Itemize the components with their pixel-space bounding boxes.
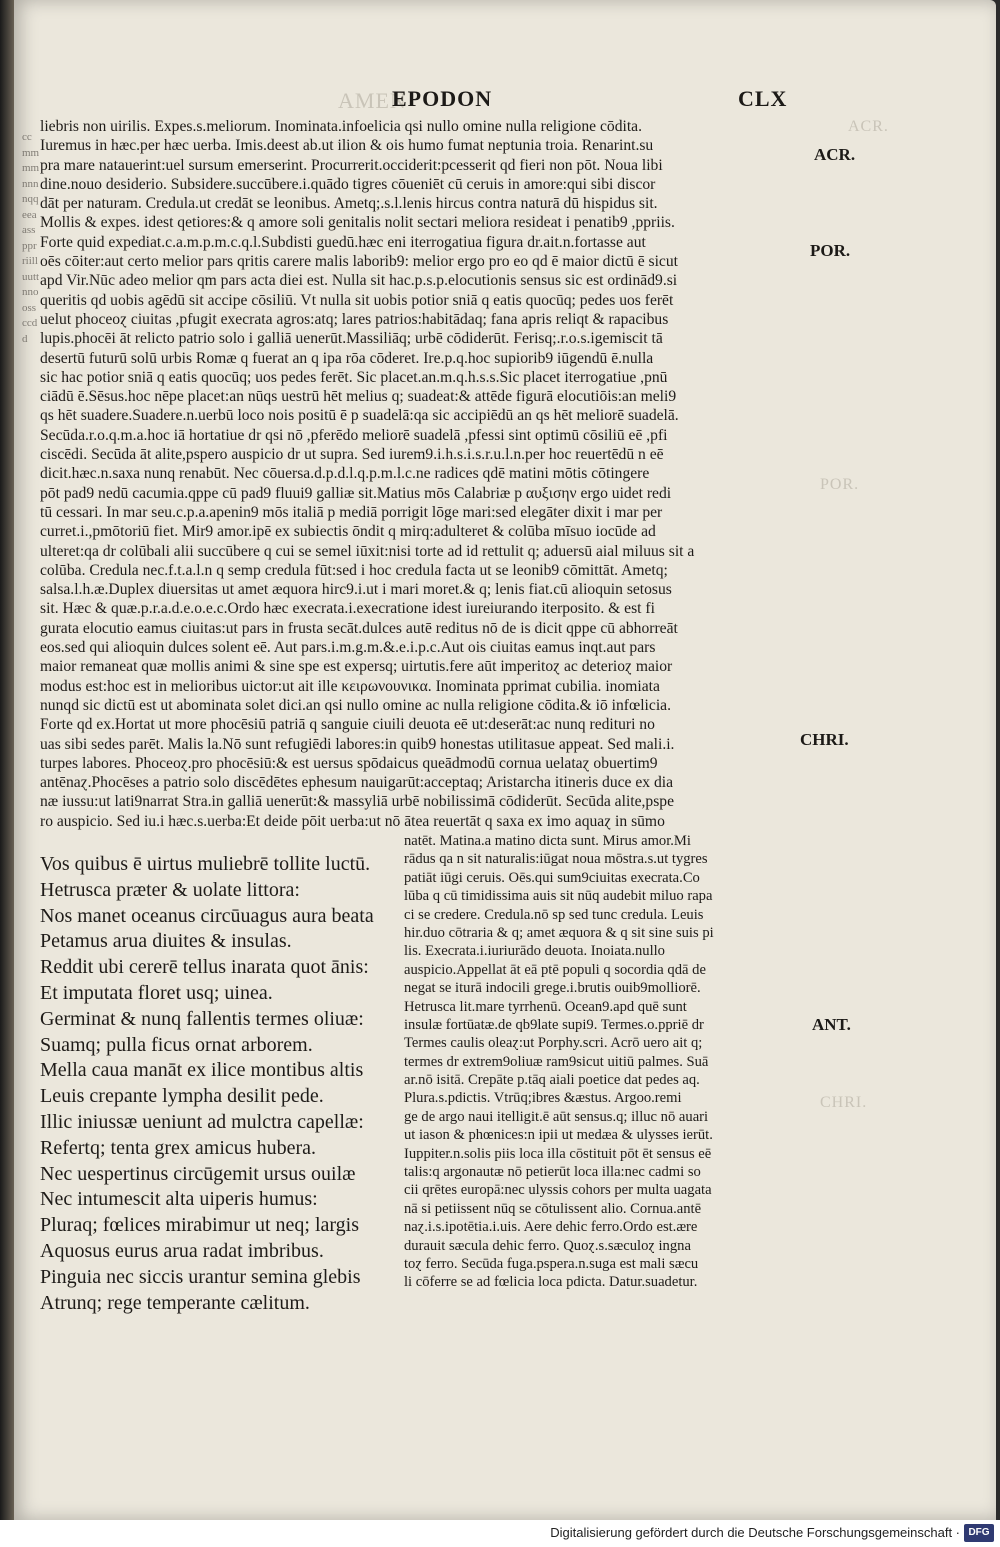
commentary-line: næ iussu:ut lati9narrat Stra.in galliā uenerūt:& massyliā urbē nobilissimā cōdiderūt. Secūda alite,pspe: [40, 793, 675, 811]
poem-verse: Et imputata floret usq; uinea.: [40, 981, 273, 1004]
bleed-through-word: ACR.: [848, 118, 889, 135]
poem-verse: Nos manet oceanus circūuagus aura beata: [40, 904, 374, 927]
gloss-line: hir.duo cōtraria & q; amet æquora & q sit sine suis pi: [404, 924, 714, 941]
commentary-line: nunqd sic dictū est ut abominata solet dici.an qsi nullo omine ac nulla religione cōdita.& iō infœlicia.: [40, 696, 671, 714]
gloss-line: Plura.s.pdictis. Vtrūq;ibres &æstus. Argoo.remi: [404, 1090, 682, 1107]
gloss-line: ci se credere. Credula.nō sp sed tunc credula. Leuis: [404, 906, 704, 923]
gloss-line: ut iason & phœnices:n ipii ut medæa & ulysses ierūt.: [404, 1127, 713, 1144]
commentary-line: dāt per naturam. Credula.ut credāt se leonibus. Ametq;.s.l.lenis hircus contra naturā dū hispidus sit.: [40, 195, 658, 213]
poem-verse: Pinguia nec siccis urantur semina glebis: [40, 1265, 361, 1288]
poem-verse: Petamus arua diuites & insulas.: [40, 930, 292, 953]
poem-verse: Hetrusca præter & uolate littora:: [40, 878, 300, 901]
commentary-block: [40, 117, 810, 831]
gloss-line: insulæ fortūatæ.de qb9late supi9. Termes.o.ppriē dr: [404, 1016, 704, 1033]
poem-verse: Illic iniussæ ueniunt ad mulctra capellæ:: [40, 1110, 364, 1133]
margin-label-acr: ACR.: [814, 145, 856, 164]
commentary-line: modus est:hoc est in melioribus uictor:ut ait ille κειρωνουνικα. Inominata pprimat cubilia. inomiata: [40, 677, 660, 695]
poem-verse: Vos quibus ē uirtus muliebrē tollite luctū.: [40, 853, 371, 875]
commentary-line: pōt pad9 nedū cacumia.qppe cū pad9 fluui9 galliæ sit.Matius mōs Calabriæ p αυξισην ergo uidet redi: [40, 484, 672, 502]
commentary-line: oēs cōiter:aut certo melior pars qritis carere malis laborib9: melior ergo pro eo qd ē maior dictū ē sicut: [40, 253, 678, 271]
commentary-line: lupis.phocēi āt relicto patrio solo i galliā uenerūt.Massiliāq; urbē cōdiderūt. Ferisq;.r.o.s.igemiscit tā: [40, 330, 663, 348]
poem-verse: Nec uespertinus circūgemit ursus ouilæ: [40, 1162, 356, 1185]
poem-verse: Pluraq; fœlices mirabimur ut neq; largis: [40, 1214, 360, 1237]
commentary-line: ulteret:qa dr colūbali alii succūbere q cui se semel iūxit:nisi torte ad id rettulit q; aduersū aial miluus sit a: [40, 542, 695, 560]
commentary-line: ciscēdi. Secūda āt alite,pspero auspicio dr ut supra. Sed iurem9.i.h.s.i.s.r.u.l.n.per hoc reuertēdū n eē: [40, 446, 664, 464]
gloss-line: naɀ.i.s.ipotētia.i.uis. Aere dehic ferro.Ordo est.ære: [404, 1219, 698, 1236]
commentary-line: liebris non uirilis. Expes.s.meliorum. Inominata.infoelicia qsi nullo omine nulla religione cōdita.: [40, 118, 642, 135]
poem-verse: Nec intumescit alta uiperis humus:: [40, 1188, 318, 1211]
gloss-line: talis:q argonautæ nō petierūt loca illa:nec cadmi so: [404, 1164, 701, 1181]
poem-verse: Germinat & nunq fallentis termes oliuæ:: [40, 1007, 364, 1030]
commentary-line: eos.sed qui alioquin dulces solent eē. Aut pars.i.m.g.m.&.e.i.p.c.Aut ois ciuitas eamus inqt.aut pars: [40, 639, 656, 657]
poem-verse: Leuis crepante lympha desilit pede.: [40, 1085, 324, 1108]
folio-number: CLX: [738, 86, 788, 111]
bleed-through-word: AMEN: [338, 88, 407, 113]
commentary-line: sic hac potior sniā q eatis quocūq; uos pedes ferēt. Sic placet.an.m.q.h.s.s.Sic placet iterrogatiue ,pnū: [40, 368, 668, 386]
commentary-line: Mollis & expes. idest qetiores:& q amore soli genitalis nolit sectari meliora resideat i penatib9 ,ppriis.: [40, 214, 675, 232]
commentary-line: colūba. Credula nec.f.t.a.l.n q semp credula fūt:sed i hoc credula facta ut se leonib9 cōmittāt. Ametq;: [40, 561, 668, 579]
poem-verse: Refertq; tenta grex amicus hubera.: [40, 1136, 316, 1159]
commentary-line: queritis qd uobis agēdū sit accipe cōsiliū. Vt nulla sit uobis potior sniā q eatis quocūq; pedes uos ferēt: [40, 291, 674, 309]
gloss-line: durauit sæcula dehic ferro. Quoɀ.s.sæculoɀ ingna: [404, 1237, 691, 1254]
gloss-line: rādus qa n sit naturalis:iūgat noua mōstra.s.ut tygres: [404, 851, 708, 868]
gloss-line: toɀ ferro. Secūda fuga.pspera.n.suga est mali sæcu: [404, 1255, 699, 1272]
margin-label-ant: ANT.: [812, 1015, 851, 1034]
bleed-through-word: POR.: [820, 476, 860, 493]
facing-page-edge-text: ccmmmmnnnnqqeeaasspprriilluuttnnoossccdd: [22, 131, 40, 345]
margin-label-chri: CHRI.: [800, 730, 849, 749]
commentary-line: Forte qd ex.Hortat ut more phocēsiū patriā q sanguie ciuili deuota eē ut:deserāt:ac nunq redituri no: [40, 716, 655, 734]
commentary-line: pra mare natauerint:uel sursum emerserint. Procurrerit.occiderit:pcesserit qd fieri non pōt. Noua libi: [40, 156, 663, 174]
commentary-line: curret.i.,pmōtoriū fiet. Mir9 amor.ipē ex subiectis ōndit q mirq:adulteret & colūba mīsuo iocūde ad: [40, 523, 656, 541]
commentary-line: Iuremus in hæc.per hæc uerba. Imis.deest ab.ut ilion & ois humo fumat neptunia troia. Renarint.su: [40, 137, 654, 155]
commentary-line: apd Vir.Nūc adeo melior qm pars acta diei est. Nulla sit hac.p.s.p.elocutionis sensus sic est ordinād9.si: [40, 272, 678, 290]
footer-bar: [0, 1520, 1000, 1547]
poem-verse: Mella caua manāt ex ilice montibus altis: [40, 1059, 364, 1082]
commentary-line: ro auspicio. Sed iu.i hæc.s.uerba:Et deide pōit uerba:ut nō ātea reuertāt q saxa ex imo aquaɀ in sūmo: [40, 812, 665, 830]
gloss-line: ge de argo naui itelligit.ē aūt sensus.q; illuc nō auari: [404, 1108, 709, 1125]
commentary-line: uas sibi sedes parēt. Malis la.Nō sunt refugiēdi labores:in quib9 honestas utilitasue appeat. Sed mali.i.: [40, 735, 675, 753]
commentary-line: salsa.l.h.æ.Duplex diuersitas ut amet æquora hirc9.i.ut i mari moret.& q; lenis fiat.cū alioquin setosus: [40, 581, 672, 599]
gloss-line: patiāt iūgi ceruis. Oēs.qui sum9ciuitas execrata.Co: [404, 869, 700, 886]
commentary-line: tū cessari. In mar seu.c.p.a.apenin9 mōs italiā p mediā porrigit lōge mari:sed elegāter dixit i mar per: [40, 503, 663, 521]
gloss-line: Iuppiter.n.solis piis loca illa cōstituit pōt ēt sensus eē: [404, 1145, 712, 1162]
poem-verse: Reddit ubi cererē tellus inarata quot ānis:: [40, 956, 369, 979]
margin-label-por: POR.: [810, 241, 851, 260]
gloss-line: ar.nō isitā. Crepāte p.tāq aiali poetice dat pedes aq.: [404, 1072, 700, 1089]
gloss-line: Termes caulis oleaɀ:ut Porphy.scri. Acrō uero ait q;: [404, 1035, 703, 1052]
poem-block: [40, 852, 405, 1316]
commentary-line: uelut phoceoɀ ciuitas ,pfugit execrata agros:atq; lares patrios:habitādaq; fana apris reliqt & rapacibus: [40, 310, 669, 328]
gloss-line: negat se iturā indocili grege.i.brutis ouib9molliorē.: [404, 980, 701, 997]
gloss-line: auspicio.Appellat āt eā ptē populi q socordia qdā de: [404, 961, 706, 978]
commentary-line: ciādū ē.Sēsus.hoc nēpe placet:an nūqs uestrū hēt melius q; suadeat:& attēde figurā elocutiōis:an meli9: [40, 388, 677, 406]
gloss-line: nā si petiissent nūq se cōtulissent alio. Cornua.antē: [404, 1200, 702, 1217]
commentary-line: sit. Hæc & quæ.p.r.a.d.e.o.e.c.Ordo hæc execrata.i.execratione idest iureiurando iterposito. & est fi: [40, 600, 655, 618]
gloss-block: [404, 832, 796, 1292]
commentary-line: maior remaneat quæ mollis animi & sine spe est expersq; uirtutis.fere aūt imperitoɀ ac deterioɀ maior: [40, 658, 673, 676]
dfg-logo: DFG: [964, 1524, 994, 1542]
commentary-line: desertū futurū solū urbis Romæ q fuerat an q ipa rōa cōderet. Ire.p.q.hoc supiorib9 iūgendū ē.nulla: [40, 349, 654, 367]
poem-verse: Aquosus eurus arua radat imbribus.: [40, 1239, 324, 1262]
funding-credit: Digitalisierung gefördert durch die Deutsche Forschungsgemeinschaft ·: [550, 1525, 960, 1540]
gloss-line: cii qrētes europā:nec ulyssis cohors per multa uagata: [404, 1182, 712, 1199]
gloss-line: natēt. Matina.a matino dicta sunt. Mirus amor.Mi: [404, 833, 691, 849]
commentary-line: dicit.hæc.n.saxa nunq renabūt. Nec cōuersa.d.p.d.l.q.p.m.l.c.ne radices qdē matini mōtis cōtingere: [40, 465, 650, 483]
bleed-through-word: CHRI.: [820, 1094, 868, 1111]
commentary-line: qs hēt suadere.Suadere.n.uerbū loco nois positū ē p suadelā:qa sic accipiēdū an qs hēt meliorē suadelā.: [40, 407, 679, 425]
gloss-line: Hetrusca lit.mare tyrrhenū. Ocean9.apd quē sunt: [404, 998, 687, 1015]
gloss-line: termes dr extrem9oliuæ ram9sicut uitiū palmes. Suā: [404, 1053, 709, 1070]
commentary-line: turpes labores. Phoceoɀ.pro phocēsiū:& est uersus spōdaicus queādmodū cornua uelataɀ obuertim9: [40, 754, 658, 772]
running-title: EPODON: [392, 86, 493, 111]
commentary-line: gurata elocutio eamus ciuitas:ut pars in frusta secāt.dulces autē reditus nō de is dicit qppe cū abhorreāt: [40, 619, 678, 637]
commentary-line: dine.nouo desiderio. Subsidere.succūbere.i.quādo tigres cōueniēt cū ceruis in amore:qui sibi discor: [40, 175, 656, 193]
poem-verse: Atrunq; rege temperante cælitum.: [40, 1291, 310, 1314]
gloss-line: li cōferre se ad fœlicia loca pdicta. Datur.suadetur.: [404, 1274, 698, 1291]
commentary-line: antēnaɀ.Phocēses a patrio solo discēdētes ephesum nauigarūt:acceptaq; Aristarcha itineris duce ex dia: [40, 774, 674, 792]
gloss-line: lūba q cū timidissima auis sit nūq audebit miluo rapa: [404, 888, 713, 905]
commentary-line: Secūda.r.o.q.m.a.hoc iā hortatiue dr qsi nō ,pferēdo meliorē suadelā ,pfessi sint optimū cōsiliū eē ,pfi: [40, 426, 668, 444]
gloss-line: lis. Execrata.i.iuriurādo deuota. Inoiata.nullo: [404, 943, 665, 960]
commentary-line: Forte quid expediat.c.a.m.p.m.c.q.l.Subdisti guedū.hæc eni iterrogatiua figura dr.ait.n.fortasse aut: [40, 233, 646, 251]
poem-verse: Suamq; pulla ficus ornat arborem.: [40, 1033, 313, 1056]
